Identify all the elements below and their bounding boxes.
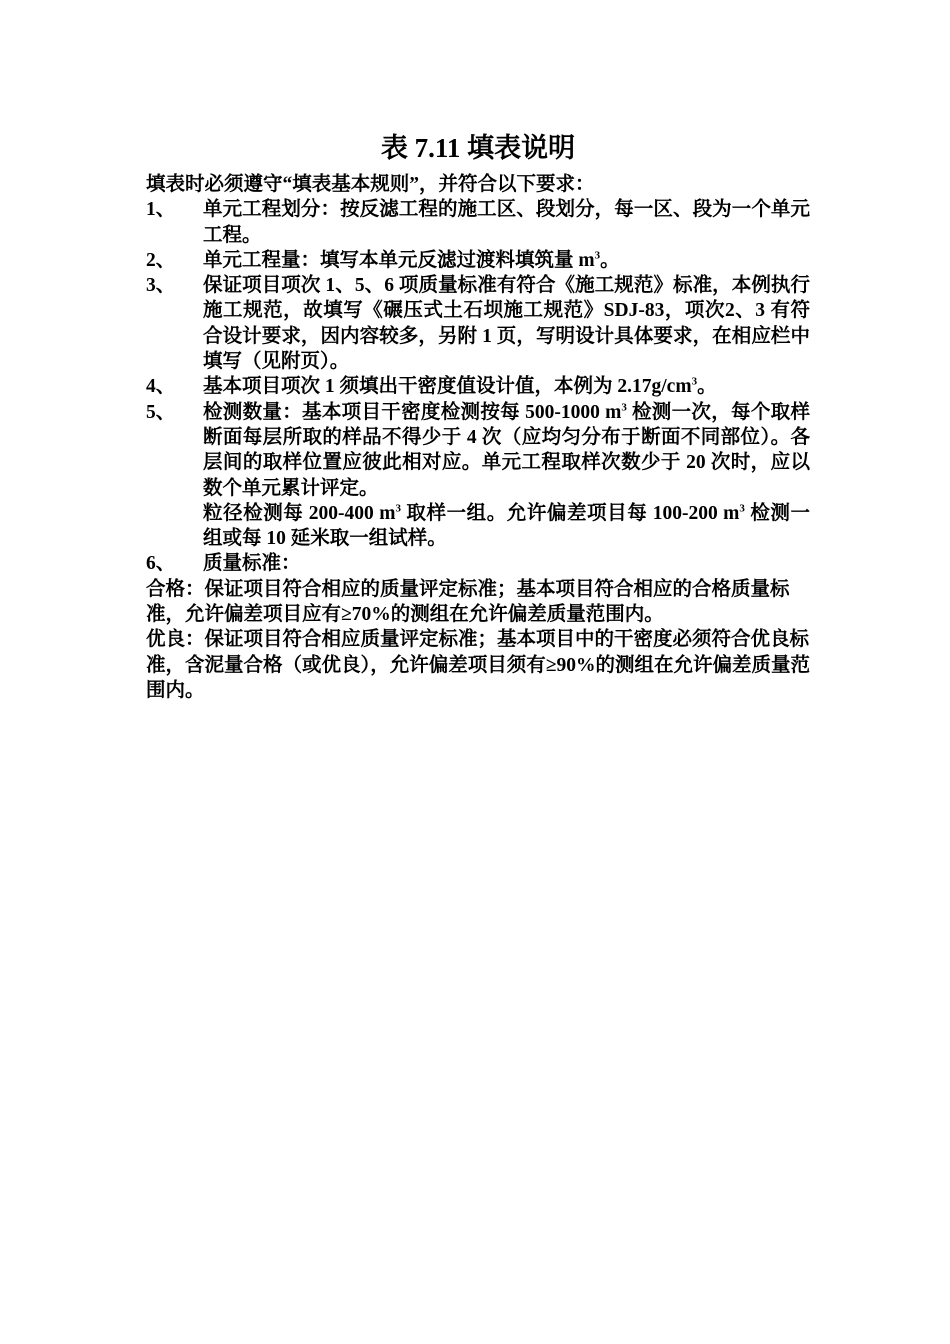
list-item-4 [146,374,810,399]
superscript: 3 [691,375,698,388]
list-item-3 [146,273,810,374]
intro-text: 填表时必须遵守“填表基本规则”，并符合以下要求： [146,174,595,195]
superscript: 3 [621,400,627,413]
item-text: 单元工程量：填写本单元反滤过渡料填筑量 $m^3$。 [203,249,620,271]
item-text-continued: 粒径检测每 200-400 $m^3$ 取样一组。允许偏差项目每 100-200 $m^3$ 检测一组或每 10 延米取一组试样。 [203,502,810,550]
list-item-6 [146,551,810,576]
document-title: 表 7.11 填表说明 [380,133,576,163]
item-text: 基本项目项次 1 须填出干密度值设计值，本例为 $2.17g/cm^3$。 [203,375,717,398]
item-text: 质量标准： [203,553,301,575]
item-number: 2、 [146,249,176,271]
item-text: 单元工程划分：按反滤工程的施工区、段划分，每一区、段为一个单元工程。 [203,199,810,246]
list-item-2 [146,248,810,273]
item-number: 4、 [146,376,176,398]
superscript: 3 [395,502,401,515]
excellent-standard: 优良：保证项目符合相应质量评定标准；基本项目中的干密度必须符合优良标准，含泥量合格（或优良），允许偏差项目须有≥90%的测组在允许偏差质量范围内。 [146,629,810,701]
item-text: 保证项目项次 1、5、6 项质量标准有符合《施工规范》标准，本例执行施工规范，故填写《碾压式土石坝施工规范》SDJ-83，项次2、3 有符合设计要求，因内容较多，另附 1 页，写明设计具体要求，在相应栏中填写（见附页）。 [203,275,810,373]
item-number: 3、 [146,275,176,297]
item-number: 1、 [146,199,176,221]
item-text: 检测数量：基本项目干密度检测按每 500-1000 $m^3$ 检测一次，每个取样断面每层所取的样品不得少于 4 次（应均匀分布于断面不同部位）。各层间的取样位置应彼此相对应。单元工程取样次数少于 20 次时，应以数个单元累计评定。 [203,400,810,499]
item-number: 5、 [146,401,176,423]
list-item-1 [146,197,810,248]
list-item-5 [146,400,810,552]
superscript: 3 [739,502,745,515]
pass-standard: 合格：保证项目符合相应的质量评定标准；基本项目符合相应的合格质量标准，允许偏差项目应有≥70%的测组在允许偏差质量范围内。 [146,578,790,626]
item-number: 6、 [146,553,176,575]
document-page [146,128,810,703]
superscript: 3 [594,249,601,262]
